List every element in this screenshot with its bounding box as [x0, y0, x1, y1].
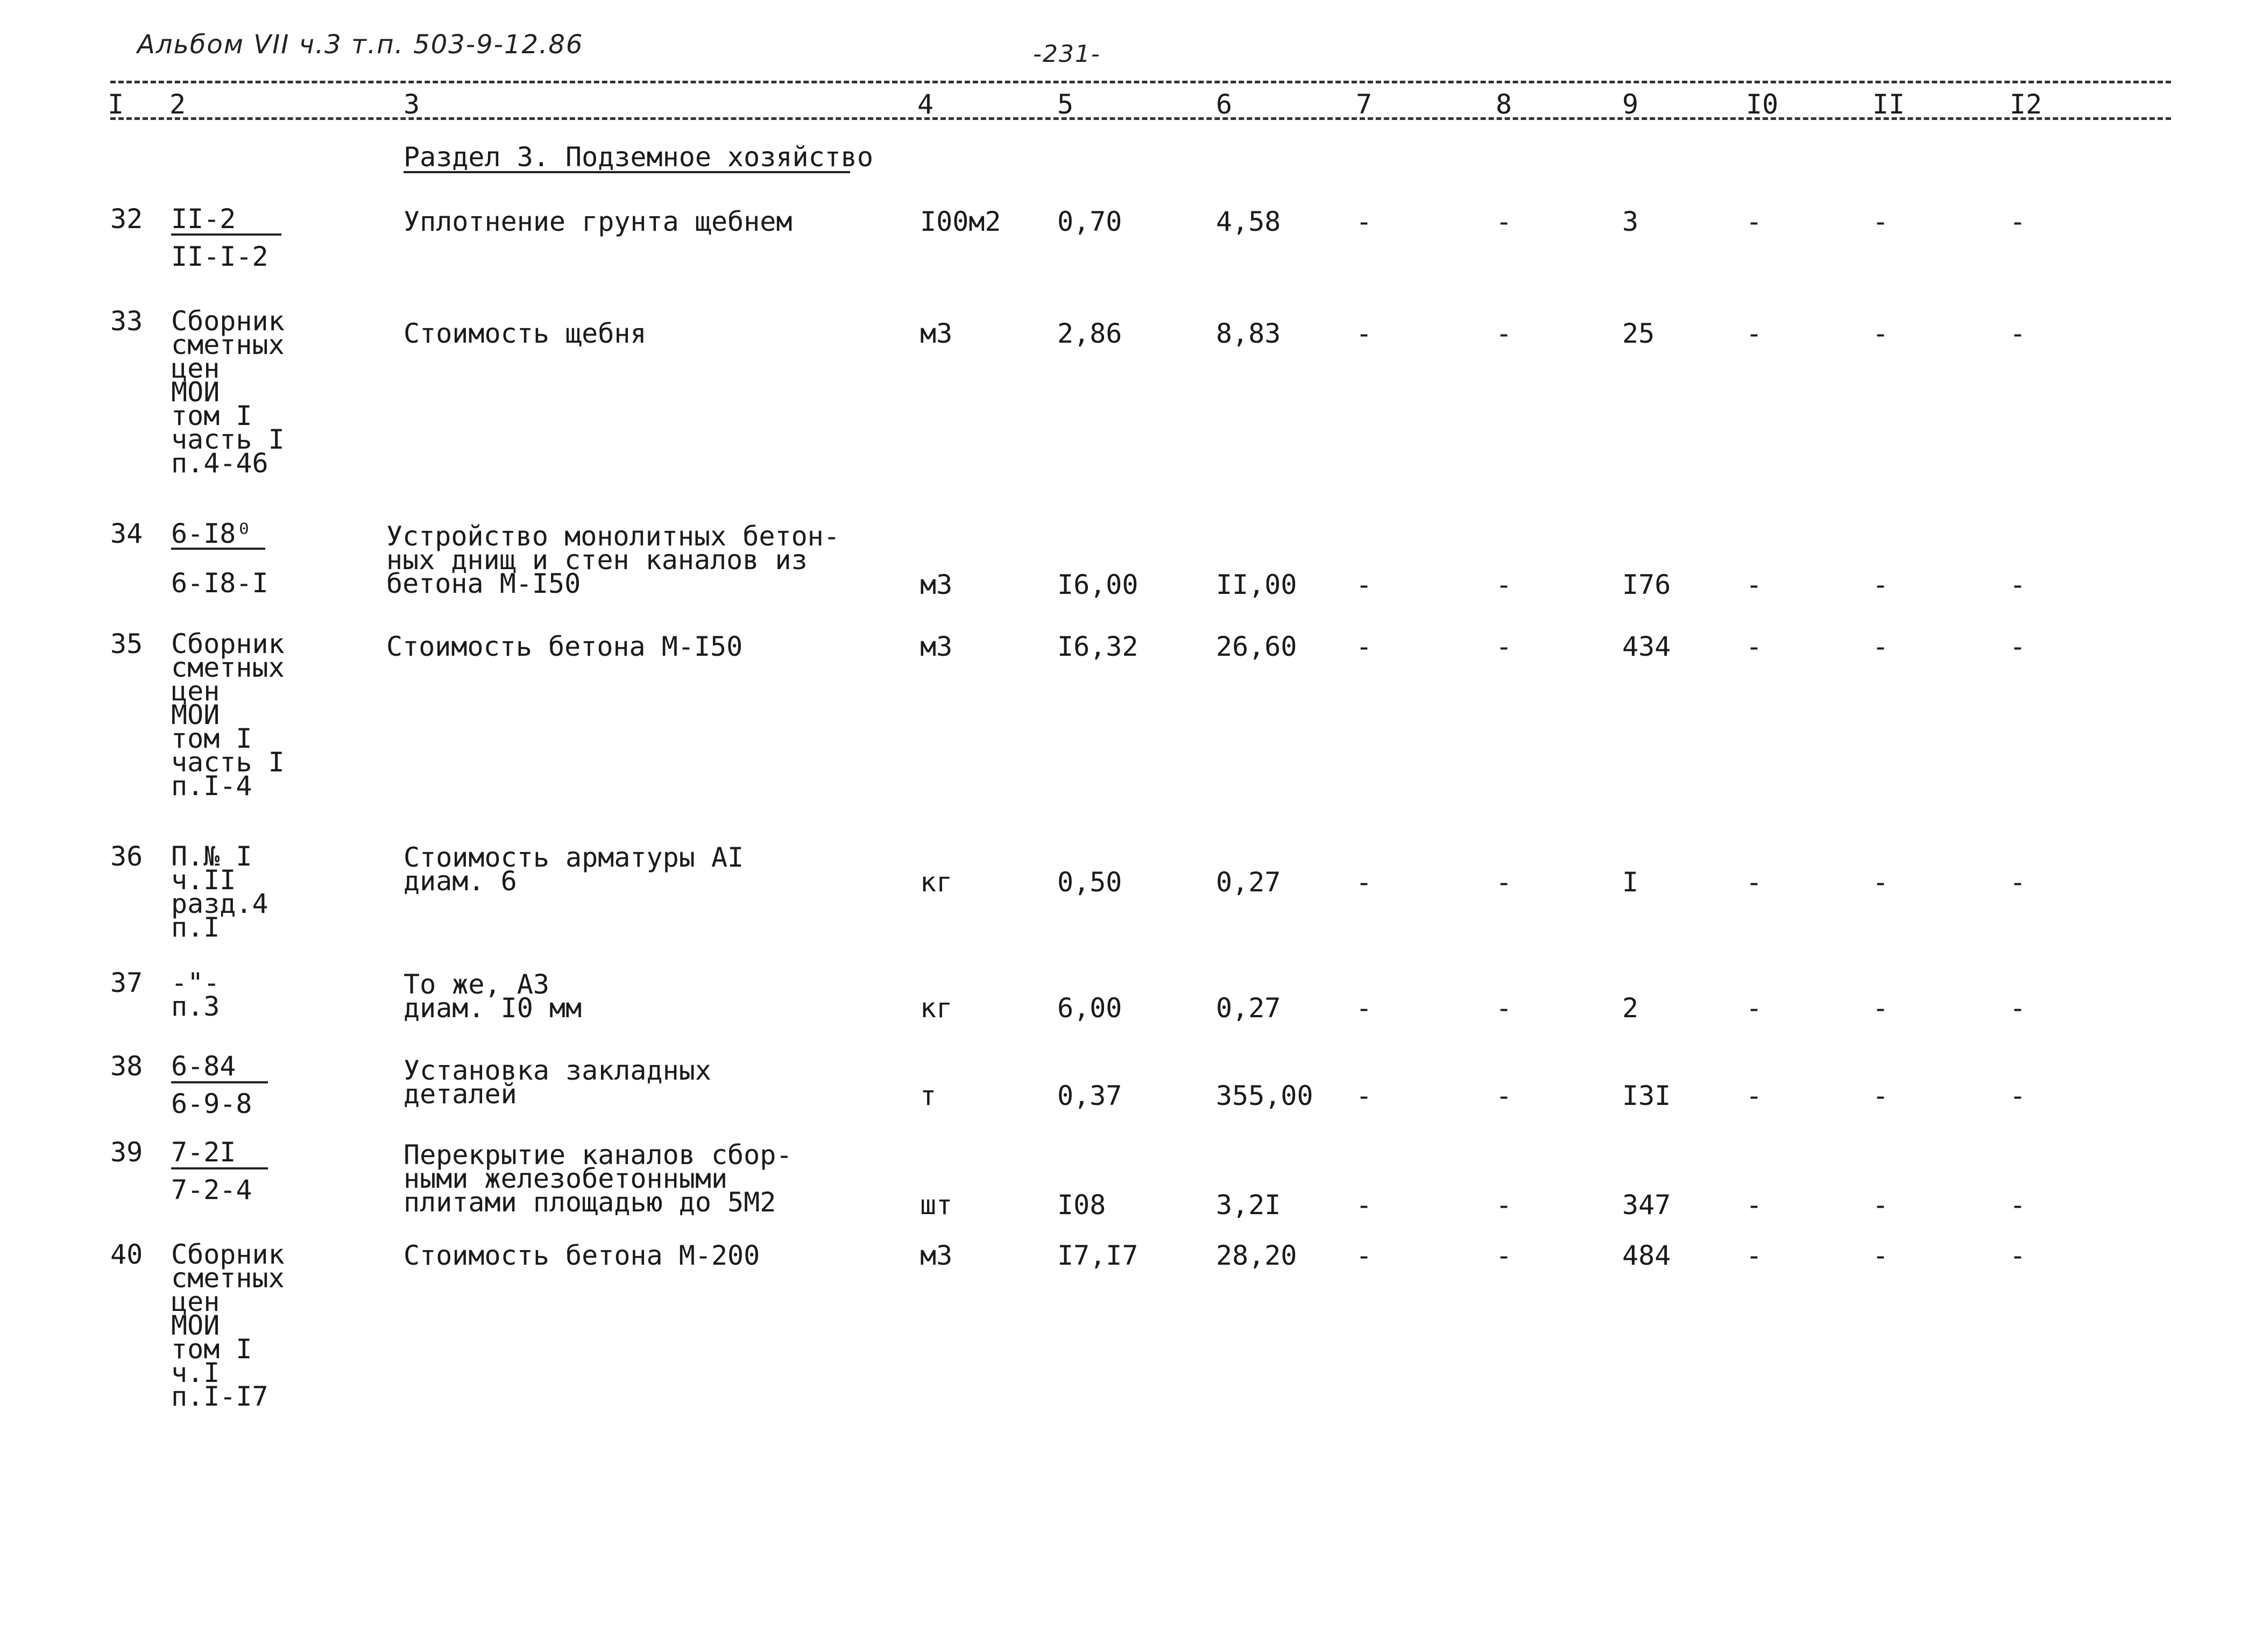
quantity: 6,00 — [1057, 992, 1122, 1024]
col-11: - — [1872, 318, 1889, 349]
col-11: - — [1872, 1189, 1889, 1221]
col-10: - — [1746, 1080, 1763, 1111]
norm-code-bottom: 6-9-8 — [171, 1088, 252, 1119]
norm-code-top: 6-I8⁰ — [171, 518, 252, 549]
unit: I00м2 — [920, 206, 1001, 237]
col-7: - — [1356, 318, 1373, 349]
quantity: 0,50 — [1057, 867, 1122, 898]
unit: т — [920, 1080, 937, 1111]
unit: кг — [920, 867, 953, 898]
unit-price: II,00 — [1216, 569, 1297, 600]
row-number: 37 — [110, 967, 143, 998]
norm-code: Сборник сметных цен МОИ том I ч.I п.I-I7 — [171, 1239, 285, 1412]
column-header-12: I2 — [2010, 89, 2042, 120]
row-number: 34 — [110, 518, 143, 549]
norm-code: П.№ I ч.II разд.4 п.I — [171, 841, 268, 943]
col-7: - — [1356, 1189, 1373, 1221]
column-header-3: 3 — [404, 89, 420, 120]
work-description: Стоимость бетона М-200 — [404, 1240, 760, 1271]
col-8: - — [1496, 867, 1512, 898]
total-cost: I3I — [1622, 1080, 1671, 1111]
norm-code-divider — [171, 233, 281, 236]
unit-price: 355,00 — [1216, 1080, 1313, 1111]
row-number: 38 — [110, 1051, 143, 1082]
total-cost: 434 — [1622, 631, 1671, 662]
column-header-6: 6 — [1216, 89, 1233, 120]
col-11: - — [1872, 569, 1889, 600]
col-10: - — [1746, 569, 1763, 600]
col-7: - — [1356, 867, 1373, 898]
col-11: - — [1872, 631, 1889, 662]
column-header-9: 9 — [1622, 89, 1639, 120]
unit: кг — [920, 992, 953, 1024]
unit-price: 0,27 — [1216, 992, 1281, 1024]
work-description: Установка закладных деталей — [404, 1055, 711, 1110]
row-number: 32 — [110, 203, 143, 235]
unit: м3 — [920, 318, 953, 349]
column-header-4: 4 — [917, 89, 934, 120]
quantity: I6,32 — [1057, 631, 1138, 662]
norm-code-top: 6-84 — [171, 1051, 236, 1082]
col-8: - — [1496, 1189, 1512, 1221]
col-12: - — [2010, 1240, 2026, 1271]
section-title-underline — [404, 171, 850, 173]
column-header-2: 2 — [169, 89, 186, 120]
quantity: 2,86 — [1057, 318, 1122, 349]
work-description: Стоимость бетона М-I50 — [386, 631, 743, 662]
col-7: - — [1356, 631, 1373, 662]
column-header-7: 7 — [1356, 89, 1373, 120]
col-7: - — [1356, 1240, 1373, 1271]
unit-price: 28,20 — [1216, 1240, 1297, 1271]
total-cost: I — [1622, 867, 1639, 898]
col-12: - — [2010, 1080, 2026, 1111]
unit: м3 — [920, 631, 953, 662]
row-number: 35 — [110, 628, 143, 660]
col-12: - — [2010, 867, 2026, 898]
norm-code-bottom: II-I-2 — [171, 241, 268, 272]
norm-code-top: 7-2I — [171, 1137, 236, 1168]
col-11: - — [1872, 1240, 1889, 1271]
col-12: - — [2010, 631, 2026, 662]
col-11: - — [1872, 1080, 1889, 1111]
col-8: - — [1496, 1240, 1512, 1271]
quantity: I6,00 — [1057, 569, 1138, 600]
col-7: - — [1356, 1080, 1373, 1111]
work-description: Перекрытие каналов сбор- ными железобетонными плитами площадью до 5М2 — [404, 1139, 793, 1218]
norm-code: Сборник сметных цен МОИ том I часть I п.4-46 — [171, 306, 285, 479]
col-8: - — [1496, 992, 1512, 1024]
col-12: - — [2010, 1189, 2026, 1221]
col-8: - — [1496, 569, 1512, 600]
unit-price: 26,60 — [1216, 631, 1297, 662]
col-10: - — [1746, 631, 1763, 662]
col-12: - — [2010, 318, 2026, 349]
unit: м3 — [920, 1240, 953, 1271]
header-rule-top — [110, 81, 2171, 83]
norm-code-divider — [171, 1167, 268, 1169]
col-10: - — [1746, 206, 1763, 237]
col-10: - — [1746, 318, 1763, 349]
col-7: - — [1356, 992, 1373, 1024]
col-7: - — [1356, 206, 1373, 237]
norm-code-bottom: 6-I8-I — [171, 568, 268, 599]
col-10: - — [1746, 1240, 1763, 1271]
work-description: Стоимость щебня — [404, 318, 647, 349]
column-header-10: I0 — [1746, 89, 1779, 120]
col-12: - — [2010, 569, 2026, 600]
total-cost: 2 — [1622, 992, 1639, 1024]
section-title: Раздел 3. Подземное хозяйство — [404, 141, 873, 173]
norm-code-top: II-2 — [171, 203, 236, 235]
total-cost: 3 — [1622, 206, 1639, 237]
total-cost: I76 — [1622, 569, 1671, 600]
col-12: - — [2010, 992, 2026, 1024]
unit-price: 4,58 — [1216, 206, 1281, 237]
col-8: - — [1496, 318, 1512, 349]
col-11: - — [1872, 867, 1889, 898]
quantity: I08 — [1057, 1189, 1106, 1221]
col-10: - — [1746, 867, 1763, 898]
row-number: 40 — [110, 1239, 143, 1270]
norm-code: -"- п.3 — [171, 967, 220, 1022]
unit-price: 3,2I — [1216, 1189, 1281, 1221]
col-8: - — [1496, 1080, 1512, 1111]
col-8: - — [1496, 206, 1512, 237]
row-number: 33 — [110, 306, 143, 337]
album-reference: Альбом VII ч.3 т.п. 503-9-12.86 — [137, 30, 584, 60]
column-header-11: II — [1872, 89, 1905, 120]
row-number: 39 — [110, 1137, 143, 1168]
total-cost: 484 — [1622, 1240, 1671, 1271]
work-description: Устройство монолитных бетон- ных днищ и стен каналов из бетона М-I50 — [386, 521, 840, 599]
col-10: - — [1746, 1189, 1763, 1221]
total-cost: 347 — [1622, 1189, 1671, 1221]
unit: шт — [920, 1189, 953, 1221]
quantity: 0,70 — [1057, 206, 1122, 237]
work-description: Уплотнение грунта щебнем — [404, 206, 793, 237]
norm-code: Сборник сметных цен МОИ том I часть I п.I-4 — [171, 628, 285, 802]
col-11: - — [1872, 206, 1889, 237]
quantity: 0,37 — [1057, 1080, 1122, 1111]
work-description: Стоимость арматуры АI диам. 6 — [404, 842, 744, 897]
norm-code-bottom: 7-2-4 — [171, 1174, 252, 1206]
col-11: - — [1872, 992, 1889, 1024]
norm-code-divider — [171, 548, 265, 550]
quantity: I7,I7 — [1057, 1240, 1138, 1271]
unit: м3 — [920, 569, 953, 600]
column-header-5: 5 — [1057, 89, 1074, 120]
col-10: - — [1746, 992, 1763, 1024]
total-cost: 25 — [1622, 318, 1655, 349]
row-number: 36 — [110, 841, 143, 872]
column-header-8: 8 — [1496, 89, 1512, 120]
column-header-1: I — [108, 89, 124, 120]
col-12: - — [2010, 206, 2026, 237]
norm-code-divider — [171, 1081, 268, 1083]
unit-price: 8,83 — [1216, 318, 1281, 349]
work-description: То же, А3 диам. I0 мм — [404, 969, 582, 1024]
page-number: -231- — [1033, 40, 1101, 68]
col-8: - — [1496, 631, 1512, 662]
unit-price: 0,27 — [1216, 867, 1281, 898]
col-7: - — [1356, 569, 1373, 600]
